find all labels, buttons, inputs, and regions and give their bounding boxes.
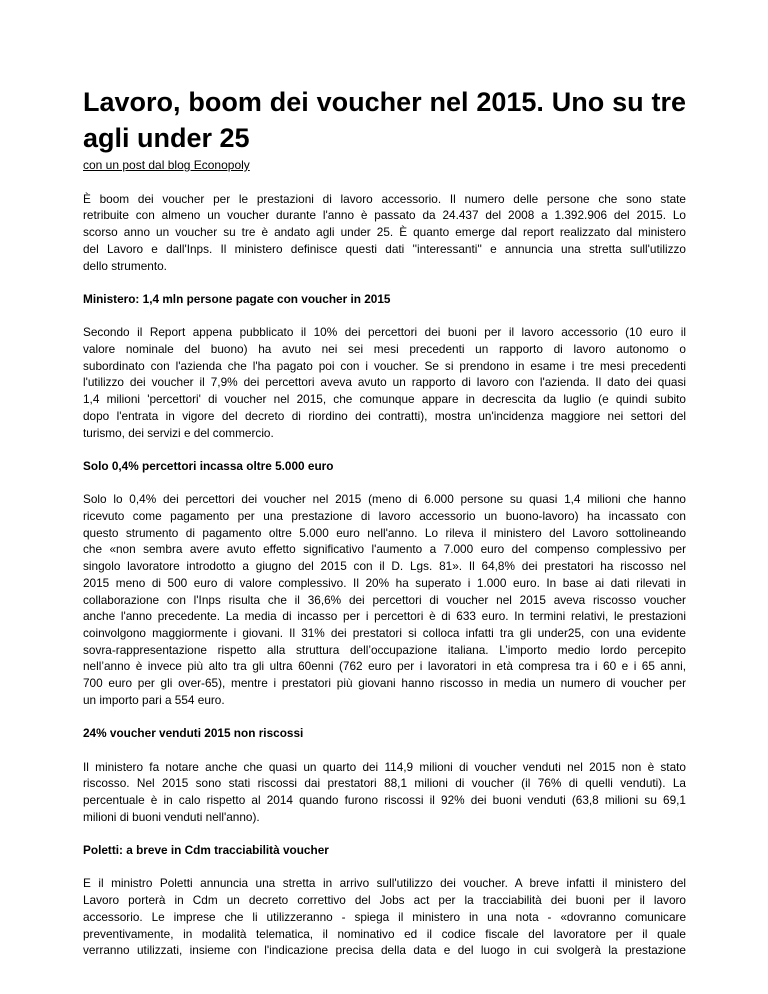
- paragraph-line: Secondo il Report appena pubblicato il 10% dei percettori dei buoni per il lavoro accessorio (10 euro il: [83, 325, 686, 340]
- paragraph-line: coinvolgono maggiormente i giovani. Il 31% dei prestatori si colloca infatti tra gli under25, con una evidente: [83, 625, 686, 640]
- paragraph-line: sovra-rappresentazione rispetto alla struttura dell’occupazione italiana. L’importo medio lordo percepito: [83, 642, 686, 657]
- paragraph-line: un importo pari a 554 euro.: [83, 692, 225, 707]
- paragraph-line: turismo, dei servizi e del commercio.: [83, 425, 274, 440]
- paragraph-line: che «non sembra avere avuto effetto significativo l'aumento a 7.000 euro del compenso complessivo per: [83, 542, 686, 557]
- paragraph-line: l'utilizzo dei voucher il 7,9% dei percettori aveva avuto un rapporto di lavoro con l'azienda. Il dato dei quasi: [83, 375, 686, 390]
- paragraph-line: singolo lavoratore introdotto a giugno del 2015 con il D. Lgs. 81». Il 64,8% dei prestatori ha riscosso nel: [83, 559, 686, 574]
- paragraph-line: Solo lo 0,4% dei percettori dei voucher nel 2015 (meno di 6.000 persone su quasi 1,4 milioni che hanno: [83, 492, 686, 507]
- section-heading: 24% voucher venduti 2015 non riscossi: [83, 726, 304, 741]
- paragraph-line: 2015 meno di 500 euro di valore complessivo. Il 20% ha superato i 1.000 euro. In base ai dati rilevati in: [83, 575, 686, 590]
- paragraph-line: 700 euro per gli over-65), mentre i prestatori più giovani hanno riscosso in media un numero di voucher per: [83, 676, 686, 691]
- paragraph: [83, 491, 686, 708]
- paragraph-line: valore nominale del buono) ha avuto nei sei mesi precedenti un rapporto di lavoro autonomo o: [83, 341, 686, 356]
- document-page: [83, 84, 686, 976]
- section-heading: Solo 0,4% percettori incassa oltre 5.000 euro: [83, 458, 334, 473]
- paragraph-line: collaborazione con l'Inps risulta che il 36,6% dei percettori di voucher nel 2015 aveva riscosso voucher: [83, 592, 686, 607]
- paragraph-line: 1,4 milioni 'percettori' di voucher nel 2015, che comunque appare in decrescita da luglio (e quindi subito: [83, 392, 686, 407]
- paragraph-line: retribuite con almeno un voucher durante l'anno è passato da 24.437 del 2008 a 1.392.906 del 2015. Lo: [83, 208, 686, 223]
- paragraph: [83, 324, 686, 441]
- paragraph-line: riscosso. Nel 2015 sono stati riscossi dai prestatori 88,1 milioni di voucher (il 76% di quelli venduti). La: [83, 776, 686, 791]
- article-body: [83, 191, 686, 959]
- paragraph-line: verranno utilizzati, insieme con l'indicazione precisa della data e del luogo in cui svolgerà la prestazione: [83, 943, 686, 958]
- paragraph: [83, 875, 686, 959]
- paragraph-line: dopo l'entrata in vigore del decreto di riordino dei contratti), mostra un'incidenza maggiore nei settori del: [83, 408, 686, 423]
- paragraph-line: milioni di buoni venduti nell'anno).: [83, 809, 260, 824]
- paragraph-line: preventivamente, in modalità telematica, il nominativo ed il codice fiscale del lavoratore per il quale: [83, 926, 686, 941]
- article-title: [83, 84, 686, 156]
- paragraph-line: anche l'anno precedente. La media di incasso per i percettori è di 633 euro. In termini relativi, le prestazioni: [83, 609, 686, 624]
- section-heading: Poletti: a breve in Cdm tracciabilità voucher: [83, 843, 329, 857]
- paragraph-line: percentuale è in calo rispetto al 2014 quando furono riscossi il 92% dei buoni venduti (63,8 milioni su 69,1: [83, 792, 686, 807]
- paragraph-line: È boom dei voucher per le prestazioni di lavoro accessorio. Il numero delle persone che sono state: [83, 191, 686, 206]
- econopoly-link[interactable]: con un post dal blog Econopoly: [83, 158, 250, 172]
- paragraph: [83, 759, 686, 826]
- paragraph-line: ricevuto come pagamento per una prestazione di lavoro accessorio un buono-lavoro) ha incassato con: [83, 508, 686, 523]
- title-line: agli under 25: [83, 123, 250, 153]
- paragraph-line: E il ministro Poletti annuncia una stretta in arrivo sull'utilizzo dei voucher. A breve infatti il ministero del: [83, 876, 686, 891]
- paragraph-line: Lavoro porterà in Cdm un decreto correttivo del Jobs act per la tracciabilità dei buoni per il lavoro: [83, 893, 686, 908]
- title-line: Lavoro, boom dei voucher nel 2015. Uno su tre: [83, 87, 686, 117]
- paragraph-line: subordinato con l'azienda che l'ha pagato poi con i voucher. Se si prendono in esame i tre mesi precedenti: [83, 358, 686, 373]
- paragraph-line: scorso anno un voucher su tre è andato agli under 25. È quanto emerge dal report realizzato dal ministero: [83, 225, 686, 240]
- paragraph-line: accessorio. Le imprese che li utilizzeranno - spiega il ministero in una nota - «dovranno comunicare: [83, 909, 686, 924]
- paragraph-line: dello strumento.: [83, 258, 167, 273]
- paragraph: [83, 191, 686, 275]
- paragraph-line: del Lavoro e dall'Inps. Il ministero definisce questi dati ''interessanti'' e annuncia una stretta sull'utilizzo: [83, 241, 686, 256]
- section-heading: Ministero: 1,4 mln persone pagate con voucher in 2015: [83, 291, 391, 306]
- paragraph-line: nell’anno è invece più alto tra gli ultra 60enni (762 euro per i lavoratori in età compresa tra i 60 e i 65 anni,: [83, 659, 686, 674]
- paragraph-line: questo strumento di pagamento oltre 5.000 euro nell'anno. Lo rileva il ministero del Lavoro sottolineando: [83, 525, 686, 540]
- paragraph-line: Il ministero fa notare anche che quasi un quarto dei 114,9 milioni di voucher venduti nel 2015 non è stato: [83, 759, 686, 774]
